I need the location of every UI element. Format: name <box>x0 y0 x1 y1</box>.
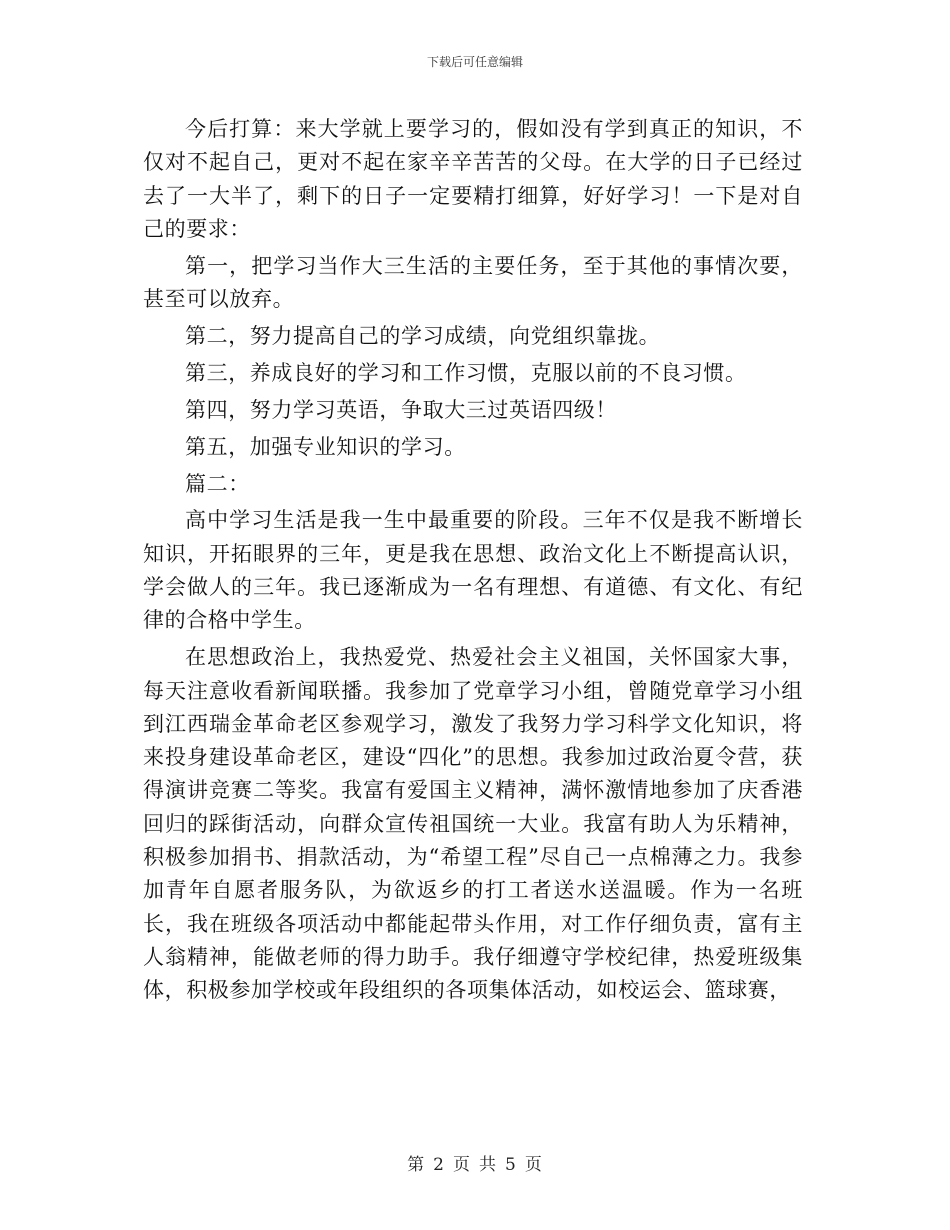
page-header-note: 下载后可任意编辑 <box>426 55 523 69</box>
paragraph-high-school-intro: 高中学习生活是我一生中最重要的阶段。三年不仅是我不断增长知识，开拓眼界的三年，更是我在思想、政治文化上不断提高认识，学会做人的三年。我已逐渐成为一名有理想、有道德、有文化、有纪律的合格中学生。 <box>143 508 803 633</box>
footer-total-word: 共 <box>479 1155 497 1175</box>
footer-prefix: 第 <box>407 1155 426 1175</box>
paragraph-item-2: 第二，努力提高自己的学习成绩，向党组织靠拢。 <box>185 323 661 348</box>
page-number-footer <box>0 1154 950 1176</box>
paragraph-item-1: 第一，把学习当作大三生活的主要任务，至于其他的事情次要，甚至可以放弃。 <box>143 253 803 312</box>
paragraph-political-thought: 在思想政治上，我热爱党、热爱社会主义祖国，关怀国家大事，每天注意收看新闻联播。我参加了党章学习小组，曾随党章学习小组到江西瑞金革命老区参观学习，激发了我努力学习科学文化知识，将来投身建设革命老区，建设“四化”的思想。我参加过政治夏令营，获得演讲竞赛二等奖。我富有爱国主义精神，满怀激情地参加了庆香港回归的踩街活动，向群众宣传祖国统一大业。我富有助人为乐精神，积极参加捐书、捐款活动，为“希望工程”尽自己一点棉薄之力。我参加青年自愿者服务队，为欲返乡的打工者送水送温暖。作为一名班长，我在班级各项活动中都能起带头作用，对工作仔细负责，富有主人翁精神，能做老师的得力助手。我仔细遵守学校纪律，热爱班级集体，积极参加学校或年段组织的各项集体活动，如校运会、篮球赛， <box>143 645 803 1003</box>
footer-page-word: 页 <box>453 1155 471 1175</box>
footer-suffix: 页 <box>524 1155 543 1175</box>
paragraph-future-plans: 今后打算：来大学就上要学习的，假如没有学到真正的知识，不仅对不起自己，更对不起在家辛辛苦苦的父母。在大学的日子已经过去了一大半了，剩下的日子一定要精打细算，好好学习！一下是对自己的要求： <box>143 117 803 241</box>
paragraph-item-3: 第三，养成良好的学习和工作习惯，克服以前的不良习惯。 <box>185 360 747 385</box>
document-body <box>143 113 803 1011</box>
footer-current-page: 2 <box>433 1155 445 1175</box>
paragraph-item-4: 第四，努力学习英语，争取大三过英语四级！ <box>185 397 617 422</box>
paragraph-item-5: 第五，加强专业知识的学习。 <box>185 434 466 459</box>
footer-total-pages: 5 <box>505 1155 517 1175</box>
section-heading-part-two: 篇二： <box>185 471 250 496</box>
